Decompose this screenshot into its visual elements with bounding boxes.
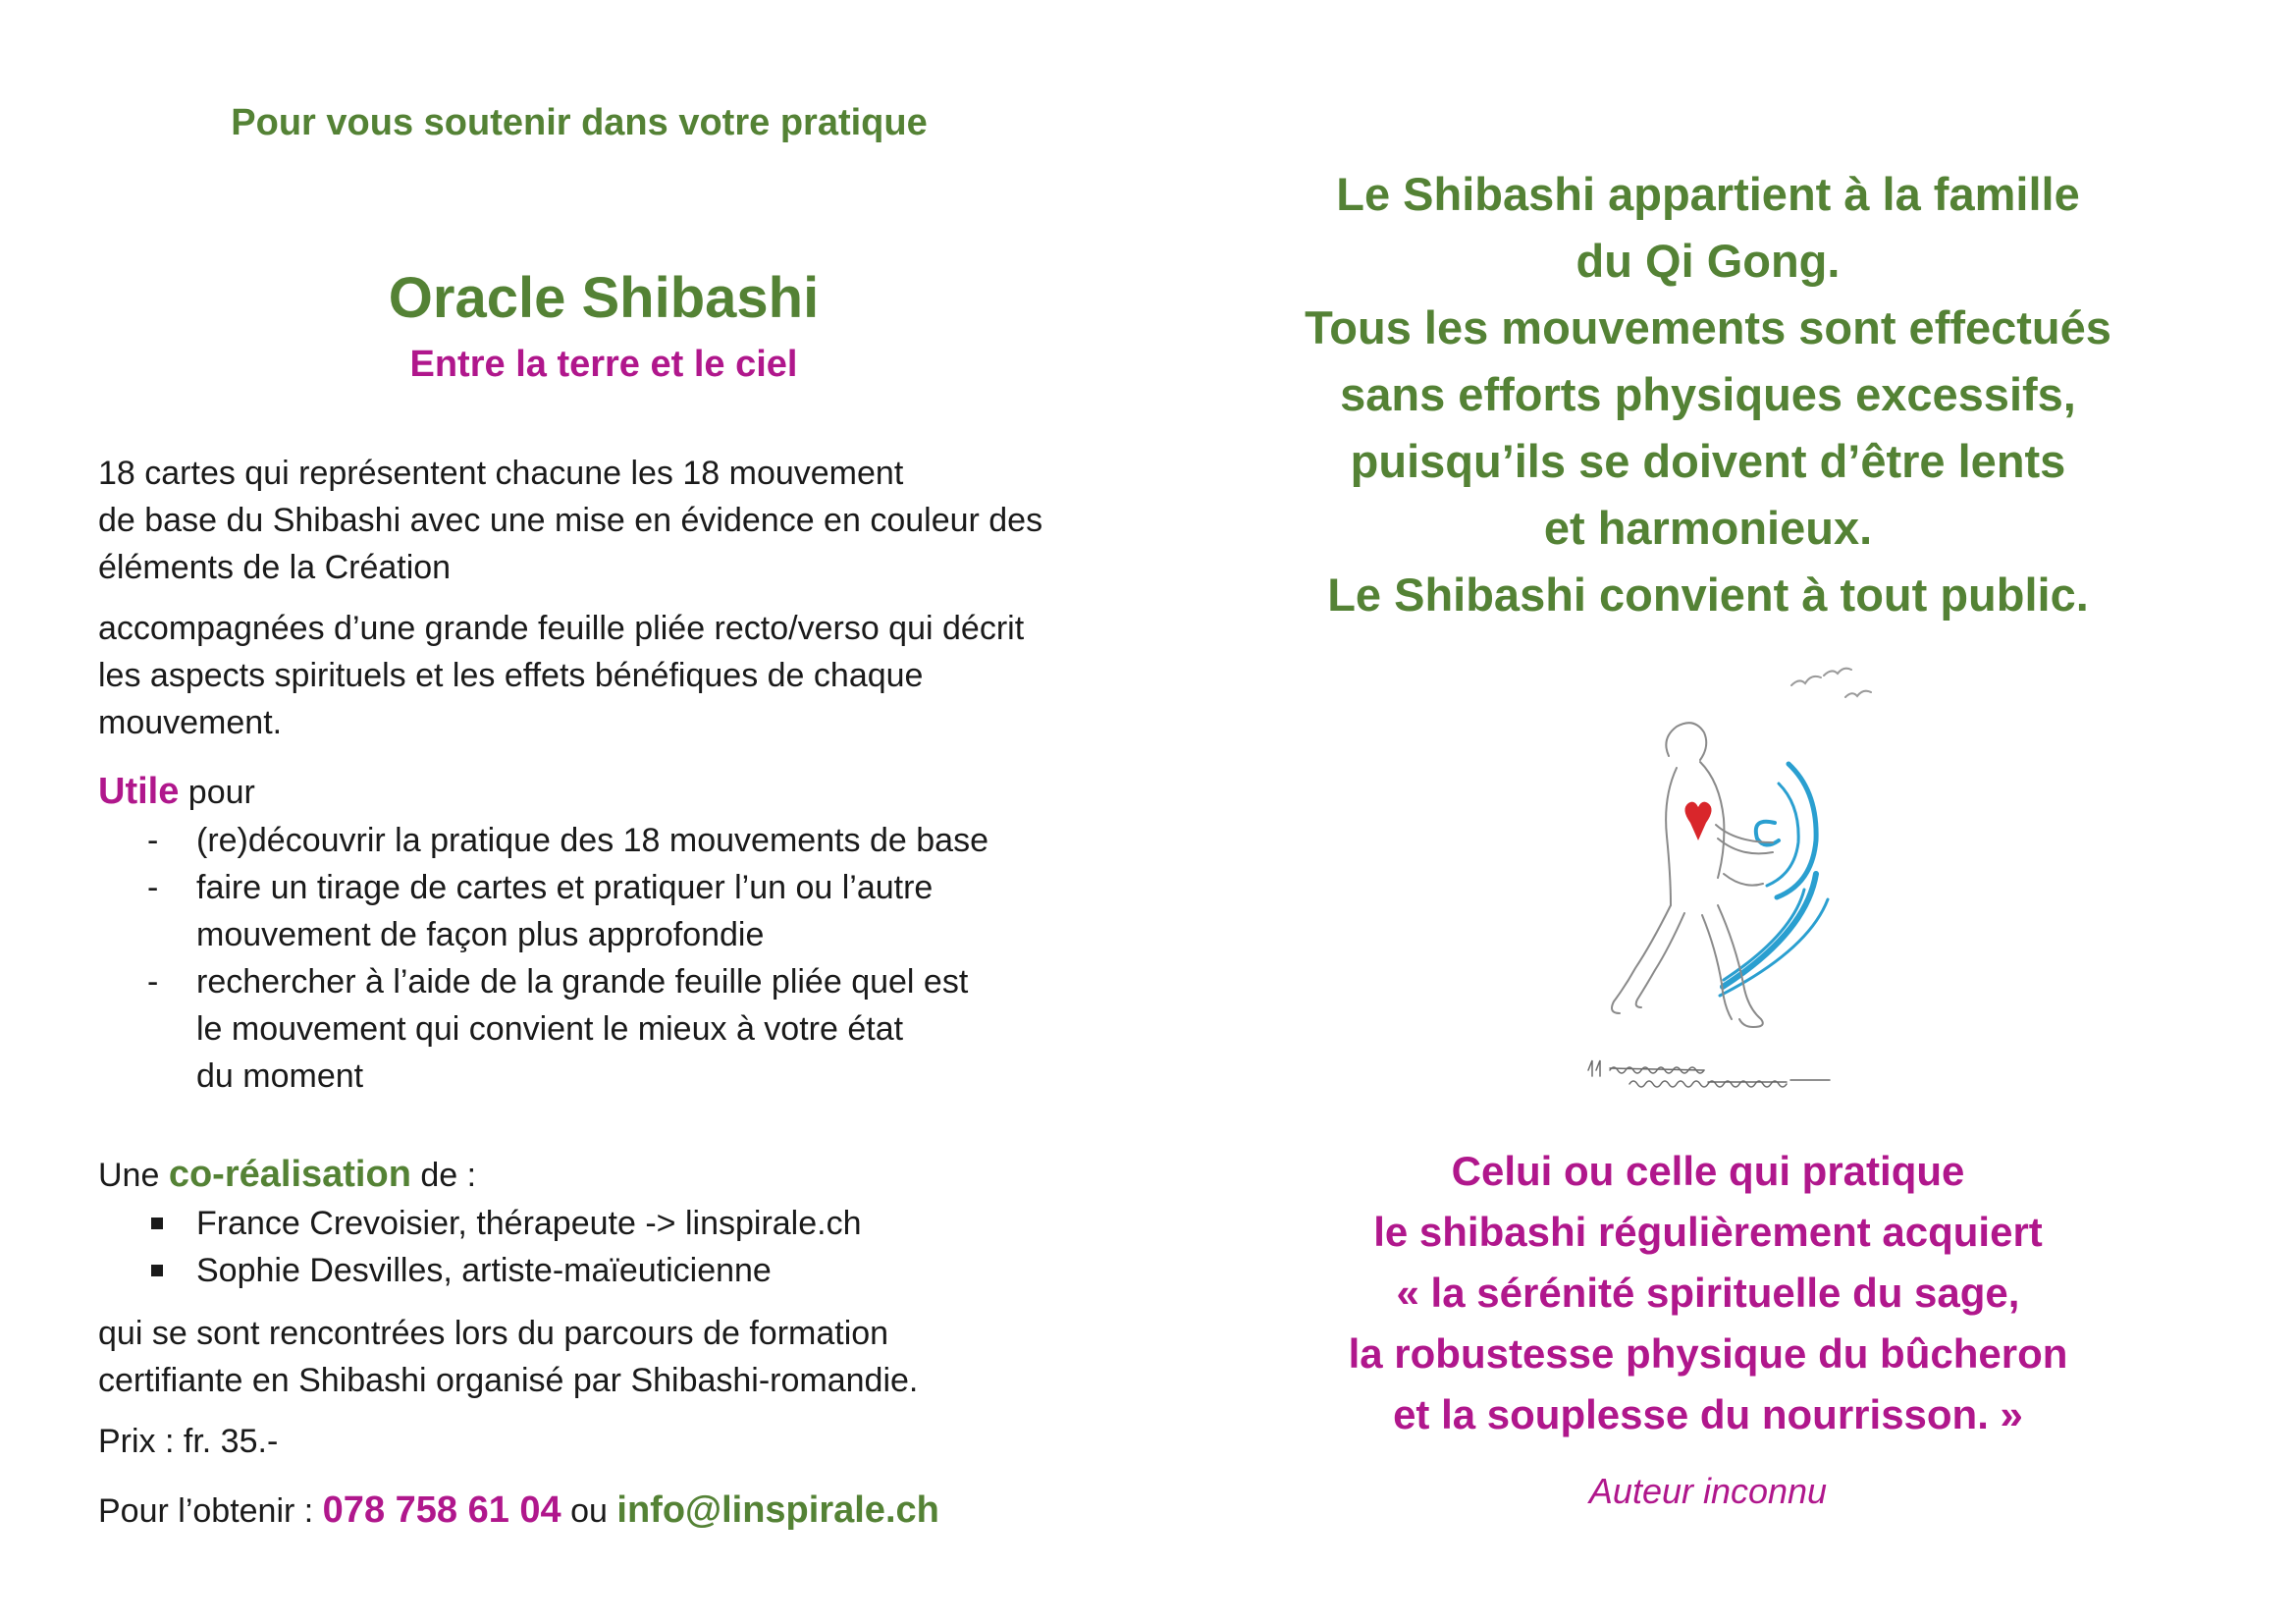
quote-line: et la souplesse du nourrisson. » — [1393, 1391, 2023, 1437]
description-line: éléments de la Création — [98, 549, 452, 586]
wave-icon — [1720, 764, 1828, 996]
quote-line: la robustesse physique du bûcheron — [1348, 1330, 2068, 1377]
order-prefix: Pour l’obtenir : — [98, 1492, 323, 1530]
list-item-line: (re)découvrir la pratique des 18 mouvements de base — [196, 822, 988, 859]
intro-line: Tous les mouvements sont effectués — [1305, 301, 2111, 353]
intro-line: Le Shibashi convient à tout public. — [1327, 568, 2089, 621]
utile-word: Utile — [98, 771, 180, 812]
accompany-line: mouvement. — [98, 704, 283, 741]
list-item-line: le mouvement qui convient le mieux à votre état — [196, 1010, 904, 1048]
accompany-line: accompagnées d’une grande feuille pliée recto/verso qui décrit — [98, 610, 1025, 647]
quote-line: Celui ou celle qui pratique — [1451, 1148, 1965, 1194]
dash-bullet: - — [147, 822, 159, 859]
met-paragraph — [98, 1310, 1109, 1404]
figure-icon — [1612, 723, 1773, 1027]
description-paragraph — [98, 450, 1109, 591]
square-bullet-icon — [151, 1218, 163, 1229]
shibashi-illustration — [1571, 658, 1904, 1119]
utile-list — [98, 817, 1109, 1100]
email-link[interactable]: info@linspirale.ch — [616, 1489, 939, 1531]
intro-line: Le Shibashi appartient à la famille — [1336, 168, 2080, 220]
quote-line: le shibashi régulièrement acquiert — [1373, 1209, 2043, 1255]
intro-line: sans efforts physiques excessifs, — [1340, 368, 2076, 420]
list-item — [98, 1247, 1109, 1294]
corealisation-heading — [98, 1151, 1109, 1199]
list-item — [98, 1200, 1109, 1247]
birds-icon — [1791, 669, 1871, 697]
list-item — [98, 958, 1109, 1100]
accompany-paragraph — [98, 605, 1109, 746]
quote-author: Auteur inconnu — [1588, 1471, 1828, 1511]
authors-list — [98, 1200, 1109, 1294]
order-or: ou — [561, 1492, 617, 1530]
description-line: de base du Shibashi avec une mise en évidence en couleur des — [98, 502, 1043, 539]
accompany-line: les aspects spirituels et les effets bénéfiques de chaque — [98, 657, 924, 694]
list-item-line: du moment — [196, 1057, 364, 1095]
intro-line: puisqu’ils se doivent d’être lents — [1350, 435, 2066, 487]
heart-icon — [1684, 802, 1711, 840]
support-heading: Pour vous soutenir dans votre pratique — [231, 102, 928, 143]
page-title: Oracle Shibashi — [388, 266, 820, 330]
author-line: France Crevoisier, thérapeute -> linspirale.ch — [196, 1205, 862, 1242]
price-text: Prix : fr. 35.- — [98, 1423, 279, 1460]
author-line: Sophie Desvilles, artiste-maïeuticienne — [196, 1252, 772, 1289]
page-subtitle: Entre la terre et le ciel — [409, 344, 798, 385]
met-line: qui se sont rencontrées lors du parcours de formation — [98, 1315, 889, 1352]
corealisation-word: co-réalisation — [168, 1154, 411, 1195]
order-info — [98, 1487, 1178, 1535]
corealisation-suffix: de : — [410, 1157, 477, 1194]
list-item-line: faire un tirage de cartes et pratiquer l’un ou l’autre — [196, 869, 934, 906]
description-line: 18 cartes qui représentent chacune les 18 mouvement — [98, 455, 904, 492]
dash-bullet: - — [147, 869, 159, 906]
utile-heading — [98, 768, 1109, 816]
dash-bullet: - — [147, 963, 159, 1001]
intro-line: du Qi Gong. — [1575, 235, 1841, 287]
quote-line: « la sérénité spirituelle du sage, — [1396, 1270, 2020, 1316]
intro-line: et harmonieux. — [1543, 502, 1873, 554]
list-item — [98, 864, 1109, 958]
corealisation-prefix: Une — [98, 1157, 169, 1194]
list-item-line: mouvement de façon plus approfondie — [196, 916, 765, 953]
phone-number[interactable]: 078 758 61 04 — [322, 1489, 561, 1531]
utile-suffix: pour — [179, 774, 255, 811]
square-bullet-icon — [151, 1265, 163, 1276]
intro-statement — [1217, 161, 2199, 628]
illustration-caption-icon — [1588, 1060, 1830, 1087]
list-item-line: rechercher à l’aide de la grande feuille pliée quel est — [196, 963, 969, 1001]
quote — [1217, 1141, 2199, 1445]
met-line: certifiante en Shibashi organisé par Shibashi-romandie. — [98, 1362, 919, 1399]
list-item — [98, 817, 1109, 864]
